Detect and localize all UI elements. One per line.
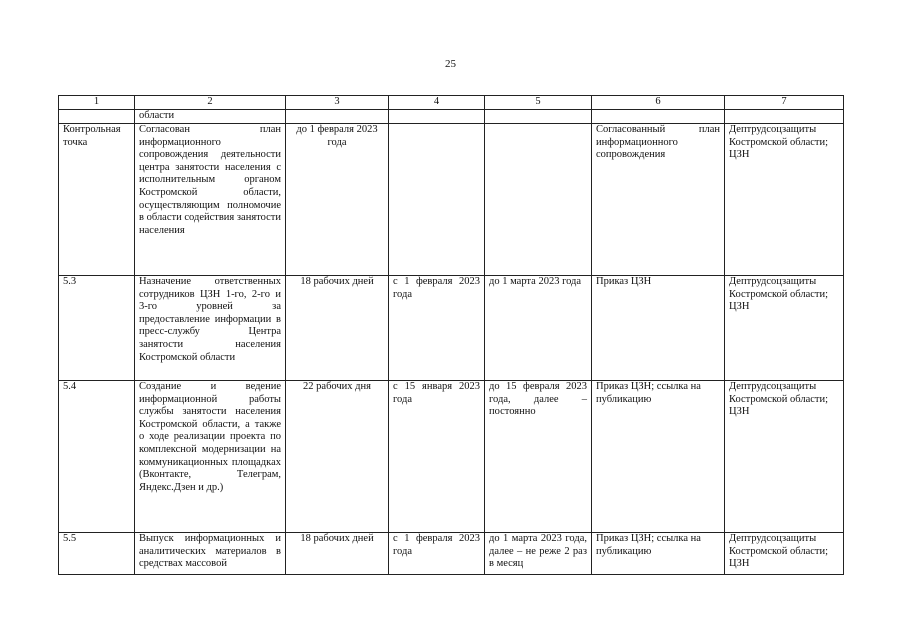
cell-start: с 1 февраля 2023 года (389, 276, 485, 381)
table-row (59, 276, 844, 381)
header-cell: 4 (389, 96, 485, 110)
cell-start (389, 124, 485, 276)
cell-responsible: Дептрудсоцзащиты Костромской области; ЦЗН (725, 276, 844, 381)
header-cell: 1 (59, 96, 135, 110)
cell-empty (485, 110, 592, 124)
cell-event: Выпуск информационных и аналитических материалов в средствах массовой (135, 533, 286, 575)
cell-result: Согласованный план информационного сопровождения (592, 124, 725, 276)
cell-empty (725, 110, 844, 124)
cell-responsible: Дептрудсоцзащиты Костромской области; ЦЗН (725, 533, 844, 575)
cell-end: до 15 февраля 2023 года, далее – постоянно (485, 381, 592, 533)
cell-start: с 15 января 2023 года (389, 381, 485, 533)
cell-empty (286, 110, 389, 124)
cell-duration: 18 рабочих дней (286, 276, 389, 381)
header-cell: 6 (592, 96, 725, 110)
header-cell: 5 (485, 96, 592, 110)
cell-end: до 1 марта 2023 года, далее – не реже 2 раз в месяц (485, 533, 592, 575)
cell-result: Приказ ЦЗН (592, 276, 725, 381)
table-row (59, 124, 844, 276)
cell-num: 5.5 (59, 533, 135, 575)
cell-event: Создание и ведение информационной работы службы занятости населения Костромской области, а также о ходе реализации проекта по комплексной модернизации на коммуникационных площадках (Вконтакте, Телеграм, Яндекс.Дзен и др.) (135, 381, 286, 533)
cell-responsible: Дептрудсоцзащиты Костромской области; ЦЗН (725, 381, 844, 533)
cell-result: Приказ ЦЗН; ссылка на публикацию (592, 533, 725, 575)
cell-empty (389, 110, 485, 124)
header-cell: 3 (286, 96, 389, 110)
cell-num: 5.4 (59, 381, 135, 533)
cell-event: области (135, 110, 286, 124)
cell-duration: до 1 февраля 2023 года (286, 124, 389, 276)
cell-event: Назначение ответственных сотрудников ЦЗН 1-го, 2-го и 3-го уровней за предоставление информации в пресс-службу Центра занятости населения Костромской области (135, 276, 286, 381)
cell-duration: 22 рабочих дня (286, 381, 389, 533)
header-cell: 7 (725, 96, 844, 110)
cell-num: 5.3 (59, 276, 135, 381)
cell-num: Контрольная точка (59, 124, 135, 276)
cell-result: Приказ ЦЗН; ссылка на публикацию (592, 381, 725, 533)
page-number: 25 (445, 58, 456, 70)
header-row (59, 96, 844, 110)
table-row (59, 381, 844, 533)
cell-duration: 18 рабочих дней (286, 533, 389, 575)
cell-responsible: Дептрудсоцзащиты Костромской области; ЦЗН (725, 124, 844, 276)
cell-start: с 1 февраля 2023 года (389, 533, 485, 575)
header-cell: 2 (135, 96, 286, 110)
cell-end (485, 124, 592, 276)
cell-event: Согласован план информационного сопровождения деятельности центра занятости населения с исполнительным органом Костромской области, осуществляющим полномочие в области содействия занятости населения (135, 124, 286, 276)
continuation-row (59, 110, 844, 124)
table-row (59, 533, 844, 575)
plan-table (58, 95, 844, 575)
cell-empty (59, 110, 135, 124)
cell-empty (592, 110, 725, 124)
cell-end: до 1 марта 2023 года (485, 276, 592, 381)
